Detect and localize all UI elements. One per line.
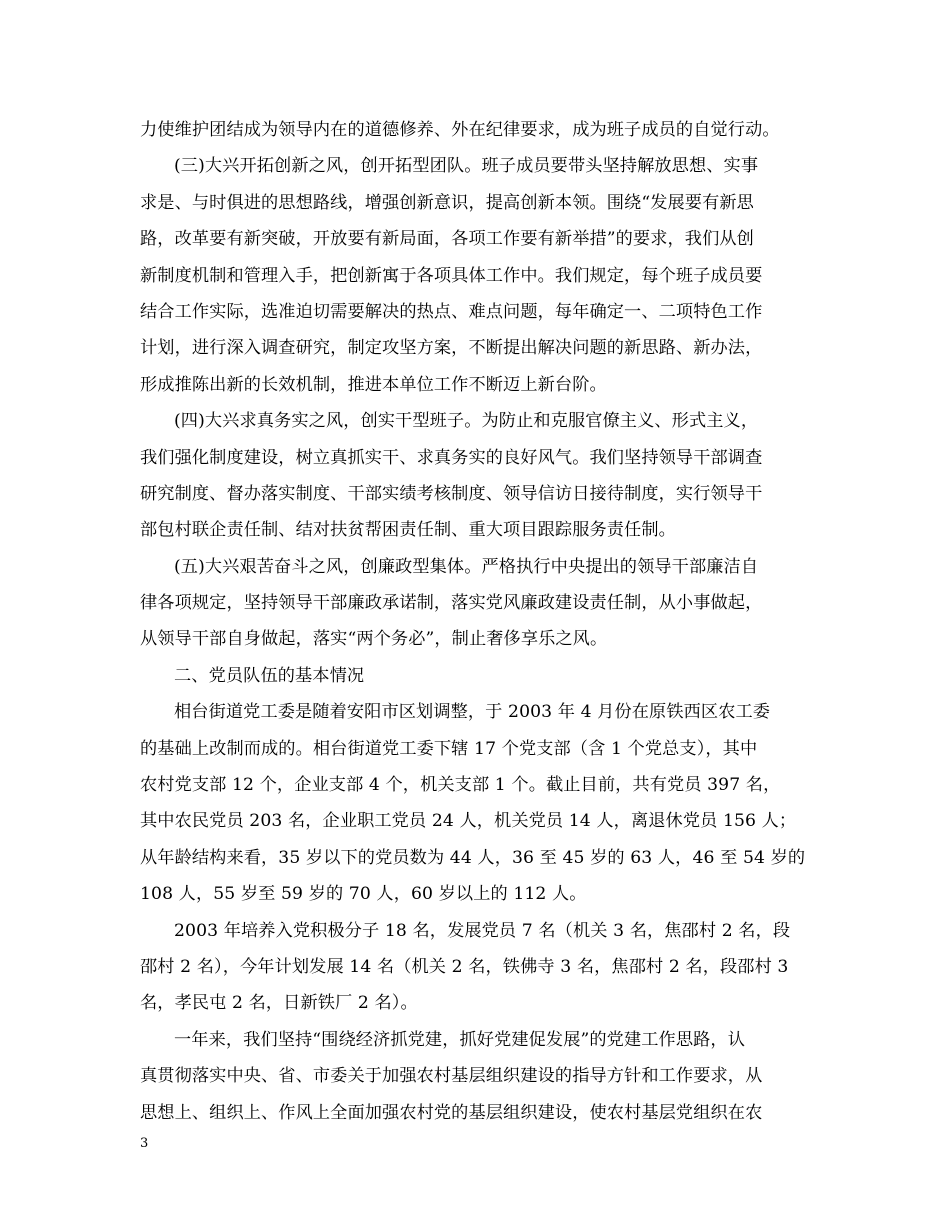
text-line: 形成推陈出新的长效机制，推进本单位工作不断迈上新台阶。 <box>140 374 607 395</box>
section-heading: 二、党员队伍的基本情况 <box>174 665 365 686</box>
page-number: 3 <box>140 1136 149 1151</box>
text-line: 的基础上改制而成的。相台街道党工委下辖 17 个党支部（含 1 个党总支），其中 <box>140 738 758 759</box>
text-line: 研究制度、督办落实制度、干部实绩考核制度、领导信访日接待制度，实行领导干 <box>140 483 763 504</box>
text-line: (三)大兴开拓创新之风，创开拓型团队。班子成员要带头坚持解放思想、实事 <box>174 156 759 177</box>
text-line: 邵村 2 名），今年计划发展 14 名（机关 2 名，铁佛寺 3 名，焦邵村 2 名，段邵村 3 <box>140 956 789 977</box>
text-line: 从年龄结构来看，35 岁以下的党员数为 44 人，36 至 45 岁的 63 人，46 至 54 岁的 <box>140 847 806 868</box>
text-line: (五)大兴艰苦奋斗之风，创廉政型集体。严格执行中央提出的领导干部廉洁自 <box>174 556 759 577</box>
text-line: 农村党支部 12 个，企业支部 4 个，机关支部 1 个。截止目前，共有党员 397 名， <box>140 775 781 796</box>
text-line: 路，改革要有新突破，开放要有新局面，各项工作要有新举措”的要求，我们从创 <box>140 229 754 250</box>
text-line: (四)大兴求真务实之风，创实干型班子。为防止和克服官僚主义、形式主义， <box>174 411 759 432</box>
text-line: 力使维护团结成为领导内在的道德修养、外在纪律要求，成为班子成员的自觉行动。 <box>140 120 780 140</box>
text-line: 部包村联企责任制、结对扶贫帮困责任制、重大项目跟踪服务责任制。 <box>140 520 676 541</box>
text-line: 108 人，55 岁至 59 岁的 70 人，60 岁以上的 112 人。 <box>140 884 587 905</box>
text-line: 名，孝民屯 2 名，日新铁厂 2 名）。 <box>140 993 418 1014</box>
text-line: 真贯彻落实中央、省、市委关于加强农村基层组织建设的指导方针和工作要求，从 <box>140 1066 763 1087</box>
text-line: 我们强化制度建设，树立真抓实干、求真务实的良好风气。我们坚持领导干部调查 <box>140 447 763 468</box>
text-line: 相台街道党工委是随着安阳市区划调整，于 2003 年 4 月份在原铁西区农工委 <box>174 702 771 723</box>
body-text <box>140 112 820 1131</box>
text-line: 计划，进行深入调查研究，制定攻坚方案，不断提出解决问题的新思路、新办法， <box>140 338 763 359</box>
text-line: 新制度机制和管理入手，把创新寓于各项具体工作中。我们规定，每个班子成员要 <box>140 265 763 286</box>
text-line: 其中农民党员 203 名，企业职工党员 24 人，机关党员 14 人，离退休党员 156 人； <box>140 811 797 832</box>
text-line: 一年来，我们坚持“围绕经济抓党建，抓好党建促发展”的党建工作思路，认 <box>174 1029 745 1050</box>
text-line: 结合工作实际，选准迫切需要解决的热点、难点问题，每年确定一、二项特色工作 <box>140 301 763 322</box>
text-line: 思想上、组织上、作风上全面加强农村党的基层组织建设，使农村基层党组织在农 <box>140 1102 763 1123</box>
text-line: 律各项规定，坚持领导干部廉政承诺制，落实党风廉政建设责任制，从小事做起， <box>140 593 763 614</box>
text-line: 从领导干部自身做起，落实“两个务必”，制止奢侈享乐之风。 <box>140 629 608 650</box>
text-line: 求是、与时俱进的思想路线，增强创新意识，提高创新本领。围绕“发展要有新思 <box>140 192 754 213</box>
text-line: 2003 年培养入党积极分子 18 名，发展党员 7 名（机关 3 名，焦邵村 2 名，段 <box>174 920 791 941</box>
